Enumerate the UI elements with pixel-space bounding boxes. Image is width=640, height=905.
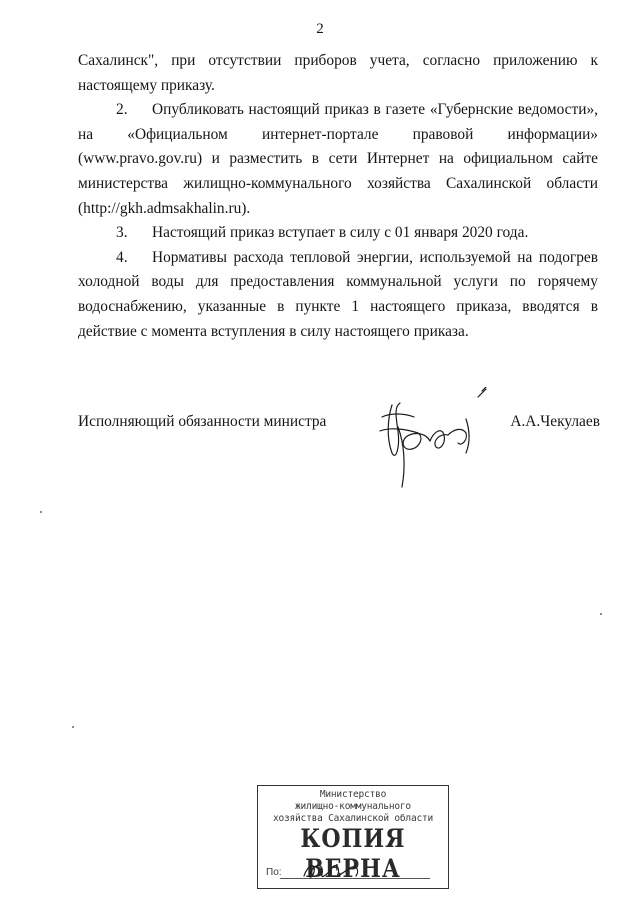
paragraph-item-3 <box>78 221 598 246</box>
item-number: 2. <box>116 101 128 119</box>
signer-name: А.А.Чекулаев <box>510 413 600 430</box>
paragraph-item-2 <box>78 98 598 221</box>
scan-speck <box>72 726 74 728</box>
stamp-department-line: жилищно-коммунального <box>295 801 411 812</box>
document-body <box>78 49 598 344</box>
page-number: 2 <box>316 21 324 37</box>
stamp-ministry-line: Министерство <box>319 789 387 800</box>
stamp-signature <box>298 854 398 884</box>
stamp-region-line: хозяйства Сахалинской области <box>272 813 434 824</box>
item-text: Опубликовать настоящий приказ в газете «Губернские ведомости», на «Официальном интернет-портале правовой информации» (www.pravo.gov.ru) и разместить в сети Интернет на официальном сайте министерства жилищно-коммунального хозяйства Сахалинской области (http://gkh.admsakhalin.ru). <box>78 101 598 217</box>
item-text: Настоящий приказ вступает в силу с 01 января 2020 года. <box>152 224 529 242</box>
item-number: 3. <box>116 224 128 242</box>
paragraph-item-4 <box>78 246 598 344</box>
scan-speck <box>40 511 42 513</box>
paragraph-continuation: Сахалинск", при отсутствии приборов учета, согласно приложению к настоящему приказу. <box>78 52 598 94</box>
handwritten-signature <box>370 387 500 497</box>
certified-copy-stamp <box>257 785 449 889</box>
stamp-sub-label: По: <box>266 867 282 878</box>
signer-role: Исполняющий обязанности министра <box>78 413 327 430</box>
item-number: 4. <box>116 248 128 266</box>
item-text: Нормативы расхода тепловой энергии, используемой на подогрев холодной воды для предоставления коммунальной услуги по горячему водоснабжению, указанные в пункте 1 настоящего приказа, вводятся в действие с момента вступления в силу настоящего приказа. <box>78 248 598 340</box>
stamp-title: КОПИЯ ВЕРНА <box>300 824 406 884</box>
scan-speck <box>600 613 602 615</box>
